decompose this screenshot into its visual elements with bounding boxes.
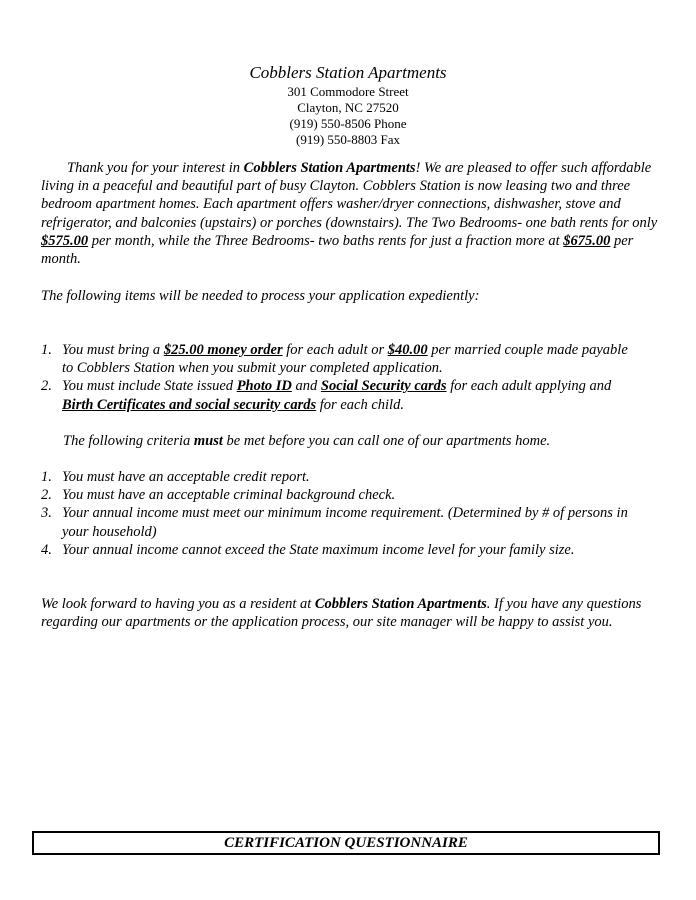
phone-number: (919) 550-8506 Phone xyxy=(289,116,407,131)
company-title: Cobblers Station Apartments xyxy=(249,63,447,82)
list-item: 1. You must bring a $25.00 money order for each adult or $40.00 per married couple made payable to Cobblers Station when you submit your completed application. xyxy=(41,342,628,377)
list-item: 2. You must include State issued Photo ID and Social Security cards for each adult applying and Birth Certificates and social security cards for each child. xyxy=(41,378,612,413)
couple-amount: $40.00 xyxy=(387,342,428,358)
two-bedroom-price: $575.00 xyxy=(41,232,89,249)
social-security-cards: Social Security cards xyxy=(320,378,447,395)
items-intro: The following items will be needed to process your application expediently: xyxy=(41,288,480,304)
list-item: 2. You must have an acceptable criminal background check. xyxy=(41,487,396,504)
list-item: 3. Your annual income must meet our minimum income requirement. (Determined by # of persons in your household) xyxy=(41,505,628,540)
company-name: Cobblers Station Apartments xyxy=(243,160,416,176)
fax-number: (919) 550-8803 Fax xyxy=(296,132,400,147)
criteria-list xyxy=(41,468,641,559)
required-items-list xyxy=(41,341,641,414)
company-name: Cobblers Station Apartments xyxy=(314,596,487,612)
must-emphasis: must xyxy=(193,433,223,449)
list-item: 1. You must have an acceptable credit report. xyxy=(41,469,310,485)
certification-heading: CERTIFICATION QUESTIONNAIRE xyxy=(32,831,660,855)
criteria-intro: The following criteria must be met before you can call one of our apartments home. xyxy=(63,433,551,449)
city-address: Clayton, NC 27520 xyxy=(297,100,399,115)
street-address: 301 Commodore Street xyxy=(287,84,409,99)
letterhead xyxy=(0,62,696,148)
closing-paragraph: We look forward to having you as a resident at Cobblers Station Apartments. If you have any questions regarding our apartments or the application process, our site manager will be happy to assist you. xyxy=(41,596,642,631)
birth-certificates: Birth Certificates and social security cards xyxy=(62,396,317,413)
photo-id: Photo ID xyxy=(236,378,292,395)
intro-paragraph: Thank you for your interest in Cobblers Station Apartments! We are pleased to offer such affordable living in a peaceful and beautiful part of busy Clayton. Cobblers Station is now leasing two and three bedroom apartment homes. Each apartment offers washer/dryer connections, dishwasher, stove and refrigerator, and balconies (upstairs) or porches (downstairs). The Two Bedrooms- one bath rents for only $575.00 per month, while the Three Bedrooms- two baths rents for just a fraction more at $675.00 per month. xyxy=(41,160,658,268)
list-item: 4. Your annual income cannot exceed the State maximum income level for your family size. xyxy=(41,541,575,558)
money-order-amount: $25.00 money order xyxy=(163,342,283,358)
three-bedroom-price: $675.00 xyxy=(563,232,611,249)
